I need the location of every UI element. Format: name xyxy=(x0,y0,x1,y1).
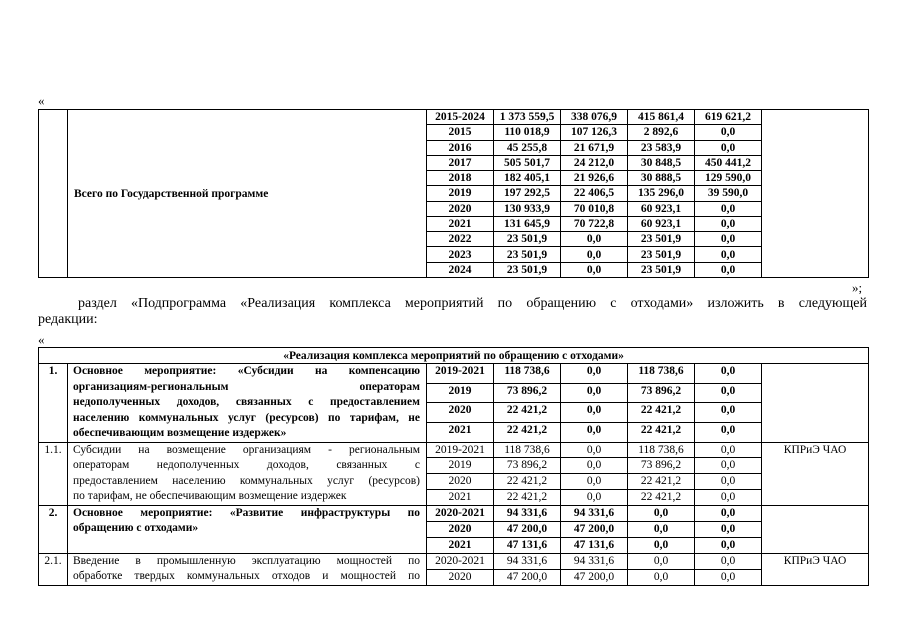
table-row xyxy=(39,442,869,458)
year-cell: 2015-2024 xyxy=(427,110,494,125)
amount-cell: 22 421,2 xyxy=(494,474,561,490)
amount-cell: 0,0 xyxy=(695,201,762,216)
amount-cell: 47 200,0 xyxy=(561,569,628,585)
amount-cell: 47 200,0 xyxy=(494,569,561,585)
amount-cell: 73 896,2 xyxy=(494,458,561,474)
program-total-label: Всего по Государственной программе xyxy=(68,110,427,278)
amount-cell: 450 441,2 xyxy=(695,155,762,170)
year-cell: 2021 xyxy=(427,537,494,553)
amount-cell: 110 018,9 xyxy=(494,125,561,140)
table-row xyxy=(39,505,869,521)
amount-cell: 0,0 xyxy=(561,232,628,247)
instruction-paragraph xyxy=(38,296,867,328)
amount-cell: 73 896,2 xyxy=(628,458,695,474)
year-cell: 2020 xyxy=(427,521,494,537)
amount-cell: 94 331,6 xyxy=(494,505,561,521)
amount-cell: 118 738,6 xyxy=(494,442,561,458)
item-number: 1. xyxy=(39,364,68,443)
table-row xyxy=(39,364,869,384)
amount-cell: 107 126,3 xyxy=(561,125,628,140)
amount-cell: 0,0 xyxy=(695,232,762,247)
amount-cell: 415 861,4 xyxy=(628,110,695,125)
item-title-line: обработке твердых коммунальных отходов и мощностей по xyxy=(73,570,420,582)
amount-cell: 0,0 xyxy=(628,521,695,537)
year-cell: 2020 xyxy=(427,403,494,423)
amount-cell: 505 501,7 xyxy=(494,155,561,170)
amount-cell: 23 501,9 xyxy=(494,262,561,277)
amount-cell: 60 923,1 xyxy=(628,201,695,216)
amount-cell: 0,0 xyxy=(561,364,628,384)
year-cell: 2021 xyxy=(427,216,494,231)
item-number: 1.1. xyxy=(39,442,68,505)
amount-cell: 47 200,0 xyxy=(561,521,628,537)
amount-cell: 130 933,9 xyxy=(494,201,561,216)
item-title xyxy=(68,505,427,553)
closing-quote: »; xyxy=(852,280,863,295)
row-number-cell xyxy=(39,110,68,278)
amount-cell: 23 501,9 xyxy=(628,232,695,247)
amount-cell: 24 212,0 xyxy=(561,155,628,170)
amount-cell: 22 421,2 xyxy=(494,489,561,505)
amount-cell: 118 738,6 xyxy=(628,442,695,458)
paragraph-line-2: редакции: xyxy=(38,312,98,327)
amount-cell: 131 645,9 xyxy=(494,216,561,231)
amount-cell: 0,0 xyxy=(561,422,628,442)
item-title-line: по тарифам, не обеспечивающим возмещение издержек xyxy=(73,490,347,502)
year-cell: 2022 xyxy=(427,232,494,247)
amount-cell: 45 255,8 xyxy=(494,140,561,155)
amount-cell: 21 671,9 xyxy=(561,140,628,155)
amount-cell: 21 926,6 xyxy=(561,171,628,186)
amount-cell: 0,0 xyxy=(695,216,762,231)
item-title-line: обращению с отходами» xyxy=(73,522,199,534)
table-row xyxy=(39,553,869,569)
amount-cell: 23 501,9 xyxy=(628,247,695,262)
item-title-line: Основное мероприятие: «Субсидии на компенсацию xyxy=(73,365,420,377)
amount-cell: 0,0 xyxy=(695,140,762,155)
amount-cell: 0,0 xyxy=(561,458,628,474)
subprogram-heading-row xyxy=(39,348,869,364)
amount-cell: 70 722,8 xyxy=(561,216,628,231)
amount-cell: 94 331,6 xyxy=(494,553,561,569)
amount-cell: 60 923,1 xyxy=(628,216,695,231)
item-title-line: населению коммунальных услуг (ресурсов) по тарифам, не xyxy=(73,411,420,424)
amount-cell: 338 076,9 xyxy=(561,110,628,125)
year-cell: 2019-2021 xyxy=(427,364,494,384)
item-number: 2. xyxy=(39,505,68,553)
item-title-line: предоставлением населению коммунальных услуг (ресурсов) xyxy=(73,474,420,487)
amount-cell: 94 331,6 xyxy=(561,553,628,569)
amount-cell: 2 892,6 xyxy=(628,125,695,140)
amount-cell: 182 405,1 xyxy=(494,171,561,186)
opening-quote: « xyxy=(38,93,45,108)
table-row xyxy=(39,110,869,125)
executor-cell xyxy=(762,110,869,278)
amount-cell: 0,0 xyxy=(695,521,762,537)
amount-cell: 0,0 xyxy=(695,364,762,384)
year-cell: 2023 xyxy=(427,247,494,262)
item-title-line: Основное мероприятие: «Развитие инфраструктуры по xyxy=(73,506,420,519)
amount-cell: 0,0 xyxy=(695,383,762,403)
amount-cell: 22 421,2 xyxy=(628,489,695,505)
amount-cell: 73 896,2 xyxy=(494,383,561,403)
item-title-line: Субсидии на возмещение организациям - региональным xyxy=(73,443,420,456)
amount-cell: 0,0 xyxy=(561,262,628,277)
year-cell: 2019 xyxy=(427,458,494,474)
amount-cell: 0,0 xyxy=(628,553,695,569)
amount-cell: 197 292,5 xyxy=(494,186,561,201)
year-cell: 2018 xyxy=(427,171,494,186)
item-title xyxy=(68,442,427,505)
amount-cell: 22 421,2 xyxy=(628,474,695,490)
paragraph-line-1: раздел «Подпрограмма «Реализация комплекса мероприятий по обращению с отходами» изложить в следующей xyxy=(78,296,867,311)
year-cell: 2016 xyxy=(427,140,494,155)
item-title-line: обеспечивающим возмещение издержек» xyxy=(73,427,287,439)
amount-cell: 0,0 xyxy=(695,403,762,423)
amount-cell: 0,0 xyxy=(561,489,628,505)
executor-cell: КПРиЭ ЧАО xyxy=(762,442,869,505)
amount-cell: 30 888,5 xyxy=(628,171,695,186)
opening-quote-2: « xyxy=(38,332,45,347)
year-cell: 2021 xyxy=(427,422,494,442)
amount-cell: 0,0 xyxy=(695,489,762,505)
amount-cell: 39 590,0 xyxy=(695,186,762,201)
amount-cell: 0,0 xyxy=(561,442,628,458)
year-cell: 2019-2021 xyxy=(427,442,494,458)
amount-cell: 0,0 xyxy=(628,505,695,521)
amount-cell: 22 421,2 xyxy=(494,422,561,442)
amount-cell: 0,0 xyxy=(695,553,762,569)
amount-cell: 0,0 xyxy=(561,247,628,262)
program-total-table xyxy=(38,109,869,278)
amount-cell: 0,0 xyxy=(695,474,762,490)
executor-cell: КПРиЭ ЧАО xyxy=(762,553,869,585)
amount-cell: 22 406,5 xyxy=(561,186,628,201)
amount-cell: 0,0 xyxy=(695,458,762,474)
amount-cell: 0,0 xyxy=(695,505,762,521)
amount-cell: 47 200,0 xyxy=(494,521,561,537)
year-cell: 2020-2021 xyxy=(427,505,494,521)
amount-cell: 0,0 xyxy=(695,125,762,140)
year-cell: 2015 xyxy=(427,125,494,140)
amount-cell: 0,0 xyxy=(695,569,762,585)
amount-cell: 0,0 xyxy=(628,569,695,585)
amount-cell: 23 501,9 xyxy=(494,232,561,247)
year-cell: 2019 xyxy=(427,186,494,201)
subprogram-table xyxy=(38,347,869,586)
amount-cell: 0,0 xyxy=(561,403,628,423)
amount-cell: 0,0 xyxy=(561,474,628,490)
executor-cell xyxy=(762,364,869,443)
amount-cell: 22 421,2 xyxy=(628,403,695,423)
amount-cell: 23 501,9 xyxy=(494,247,561,262)
amount-cell: 0,0 xyxy=(628,537,695,553)
amount-cell: 129 590,0 xyxy=(695,171,762,186)
amount-cell: 47 131,6 xyxy=(561,537,628,553)
amount-cell: 23 583,9 xyxy=(628,140,695,155)
year-cell: 2019 xyxy=(427,383,494,403)
item-title-line: Введение в промышленную эксплуатацию мощностей по xyxy=(73,554,420,567)
amount-cell: 0,0 xyxy=(695,262,762,277)
amount-cell: 47 131,6 xyxy=(494,537,561,553)
item-title-line: недополученных доходов, связанных с предоставлением xyxy=(73,396,420,408)
amount-cell: 30 848,5 xyxy=(628,155,695,170)
amount-cell: 22 421,2 xyxy=(628,422,695,442)
executor-cell xyxy=(762,505,869,553)
amount-cell: 619 621,2 xyxy=(695,110,762,125)
amount-cell: 1 373 559,5 xyxy=(494,110,561,125)
year-cell: 2020 xyxy=(427,474,494,490)
year-cell: 2024 xyxy=(427,262,494,277)
item-number: 2.1. xyxy=(39,553,68,585)
item-title xyxy=(68,553,427,585)
amount-cell: 23 501,9 xyxy=(628,262,695,277)
amount-cell: 118 738,6 xyxy=(628,364,695,384)
year-cell: 2020-2021 xyxy=(427,553,494,569)
amount-cell: 0,0 xyxy=(695,247,762,262)
item-title xyxy=(68,364,427,443)
amount-cell: 73 896,2 xyxy=(628,383,695,403)
item-title-line: операторам недополученных доходов, связанных с xyxy=(73,459,420,471)
year-cell: 2021 xyxy=(427,489,494,505)
amount-cell: 0,0 xyxy=(561,383,628,403)
year-cell: 2017 xyxy=(427,155,494,170)
year-cell: 2020 xyxy=(427,201,494,216)
item-title-line: организациям-региональным операторам xyxy=(73,380,420,393)
subprogram-heading: «Реализация комплекса мероприятий по обращению с отходами» xyxy=(39,348,869,364)
amount-cell: 94 331,6 xyxy=(561,505,628,521)
amount-cell: 70 010,8 xyxy=(561,201,628,216)
year-cell: 2020 xyxy=(427,569,494,585)
amount-cell: 118 738,6 xyxy=(494,364,561,384)
amount-cell: 0,0 xyxy=(695,422,762,442)
amount-cell: 0,0 xyxy=(695,442,762,458)
amount-cell: 0,0 xyxy=(695,537,762,553)
amount-cell: 135 296,0 xyxy=(628,186,695,201)
amount-cell: 22 421,2 xyxy=(494,403,561,423)
